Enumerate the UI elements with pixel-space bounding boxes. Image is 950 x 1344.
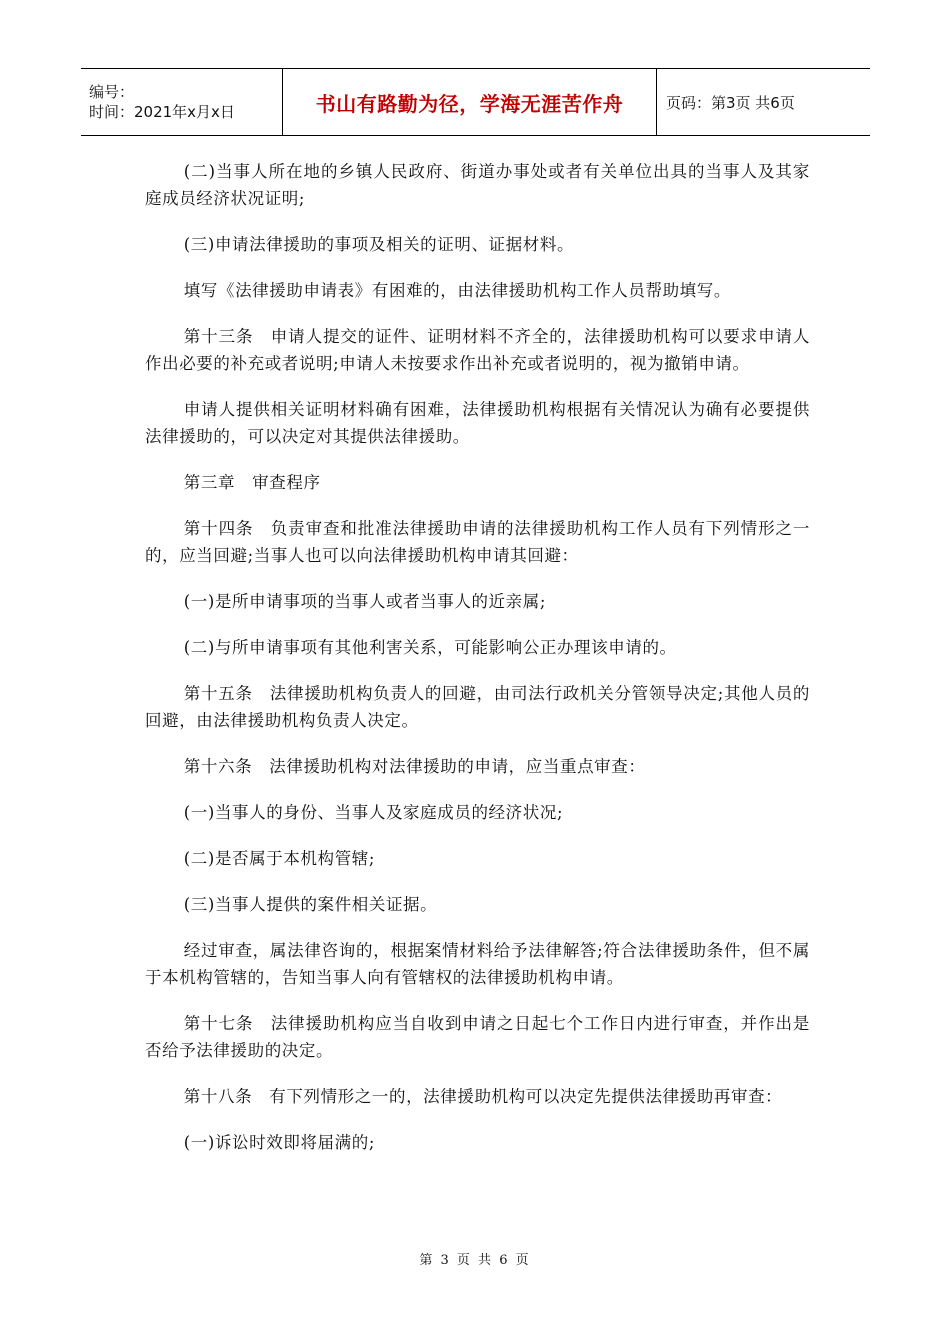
article-17: 第十七条 法律援助机构应当自收到申请之日起七个工作日内进行审查，并作出是否给予法律援助的决定。: [145, 1014, 810, 1060]
header-page-number: 页码：第3页 共6页: [666, 93, 795, 112]
page-footer: 第 3 页 共 6 页: [419, 1253, 531, 1268]
paragraph: (一)是所申请事项的当事人或者当事人的近亲属;: [183, 592, 546, 611]
header-meta: [81, 69, 283, 135]
paragraph: (三)申请法律援助的事项及相关的证明、证据材料。: [183, 235, 575, 254]
paragraph: 经过审查，属法律咨询的，根据案情材料给予法律解答;符合法律援助条件，但不属于本机构管辖的，告知当事人向有管辖权的法律援助机构申请。: [145, 941, 810, 987]
paragraph: 填写《法律援助申请表》有困难的，由法律援助机构工作人员帮助填写。: [183, 281, 731, 300]
paragraph: (二)当事人所在地的乡镇人民政府、街道办事处或者有关单位出具的当事人及其家庭成员经济状况证明;: [145, 162, 810, 208]
paragraph: (二)是否属于本机构管辖;: [183, 849, 375, 868]
paragraph: (一)当事人的身份、当事人及家庭成员的经济状况;: [183, 803, 564, 822]
article-15: 第十五条 法律援助机构负责人的回避，由司法行政机关分管领导决定;其他人员的回避，由法律援助机构负责人决定。: [145, 684, 810, 730]
paragraph: (三)当事人提供的案件相关证据。: [183, 895, 438, 914]
document-body: [145, 158, 810, 1175]
document-date: 时间：2021年x月x日: [89, 103, 235, 121]
article-18: 第十八条 有下列情形之一的，法律援助机构可以决定先提供法律援助再审查：: [183, 1087, 783, 1106]
paragraph: (一)诉讼时效即将届满的;: [183, 1133, 375, 1152]
article-14: 第十四条 负责审查和批准法律援助申请的法律援助机构工作人员有下列情形之一的，应当回避;当事人也可以向法律援助机构申请其回避：: [145, 519, 810, 565]
header-motto: 书山有路勤为径，学海无涯苦作舟: [283, 69, 657, 135]
document-number-label: 编号：: [89, 83, 135, 101]
chapter-heading: 第三章 审查程序: [183, 473, 321, 492]
article-16: 第十六条 法律援助机构对法律援助的申请，应当重点审查：: [183, 757, 646, 776]
paragraph: (二)与所申请事项有其他利害关系，可能影响公正办理该申请的。: [183, 638, 677, 657]
article-13: 第十三条 申请人提交的证件、证明材料不齐全的，法律援助机构可以要求申请人作出必要的补充或者说明;申请人未按要求作出补充或者说明的，视为撤销申请。: [145, 327, 810, 373]
page-header: [81, 68, 870, 136]
paragraph: 申请人提供相关证明材料确有困难，法律援助机构根据有关情况认为确有必要提供法律援助的，可以决定对其提供法律援助。: [145, 400, 810, 446]
